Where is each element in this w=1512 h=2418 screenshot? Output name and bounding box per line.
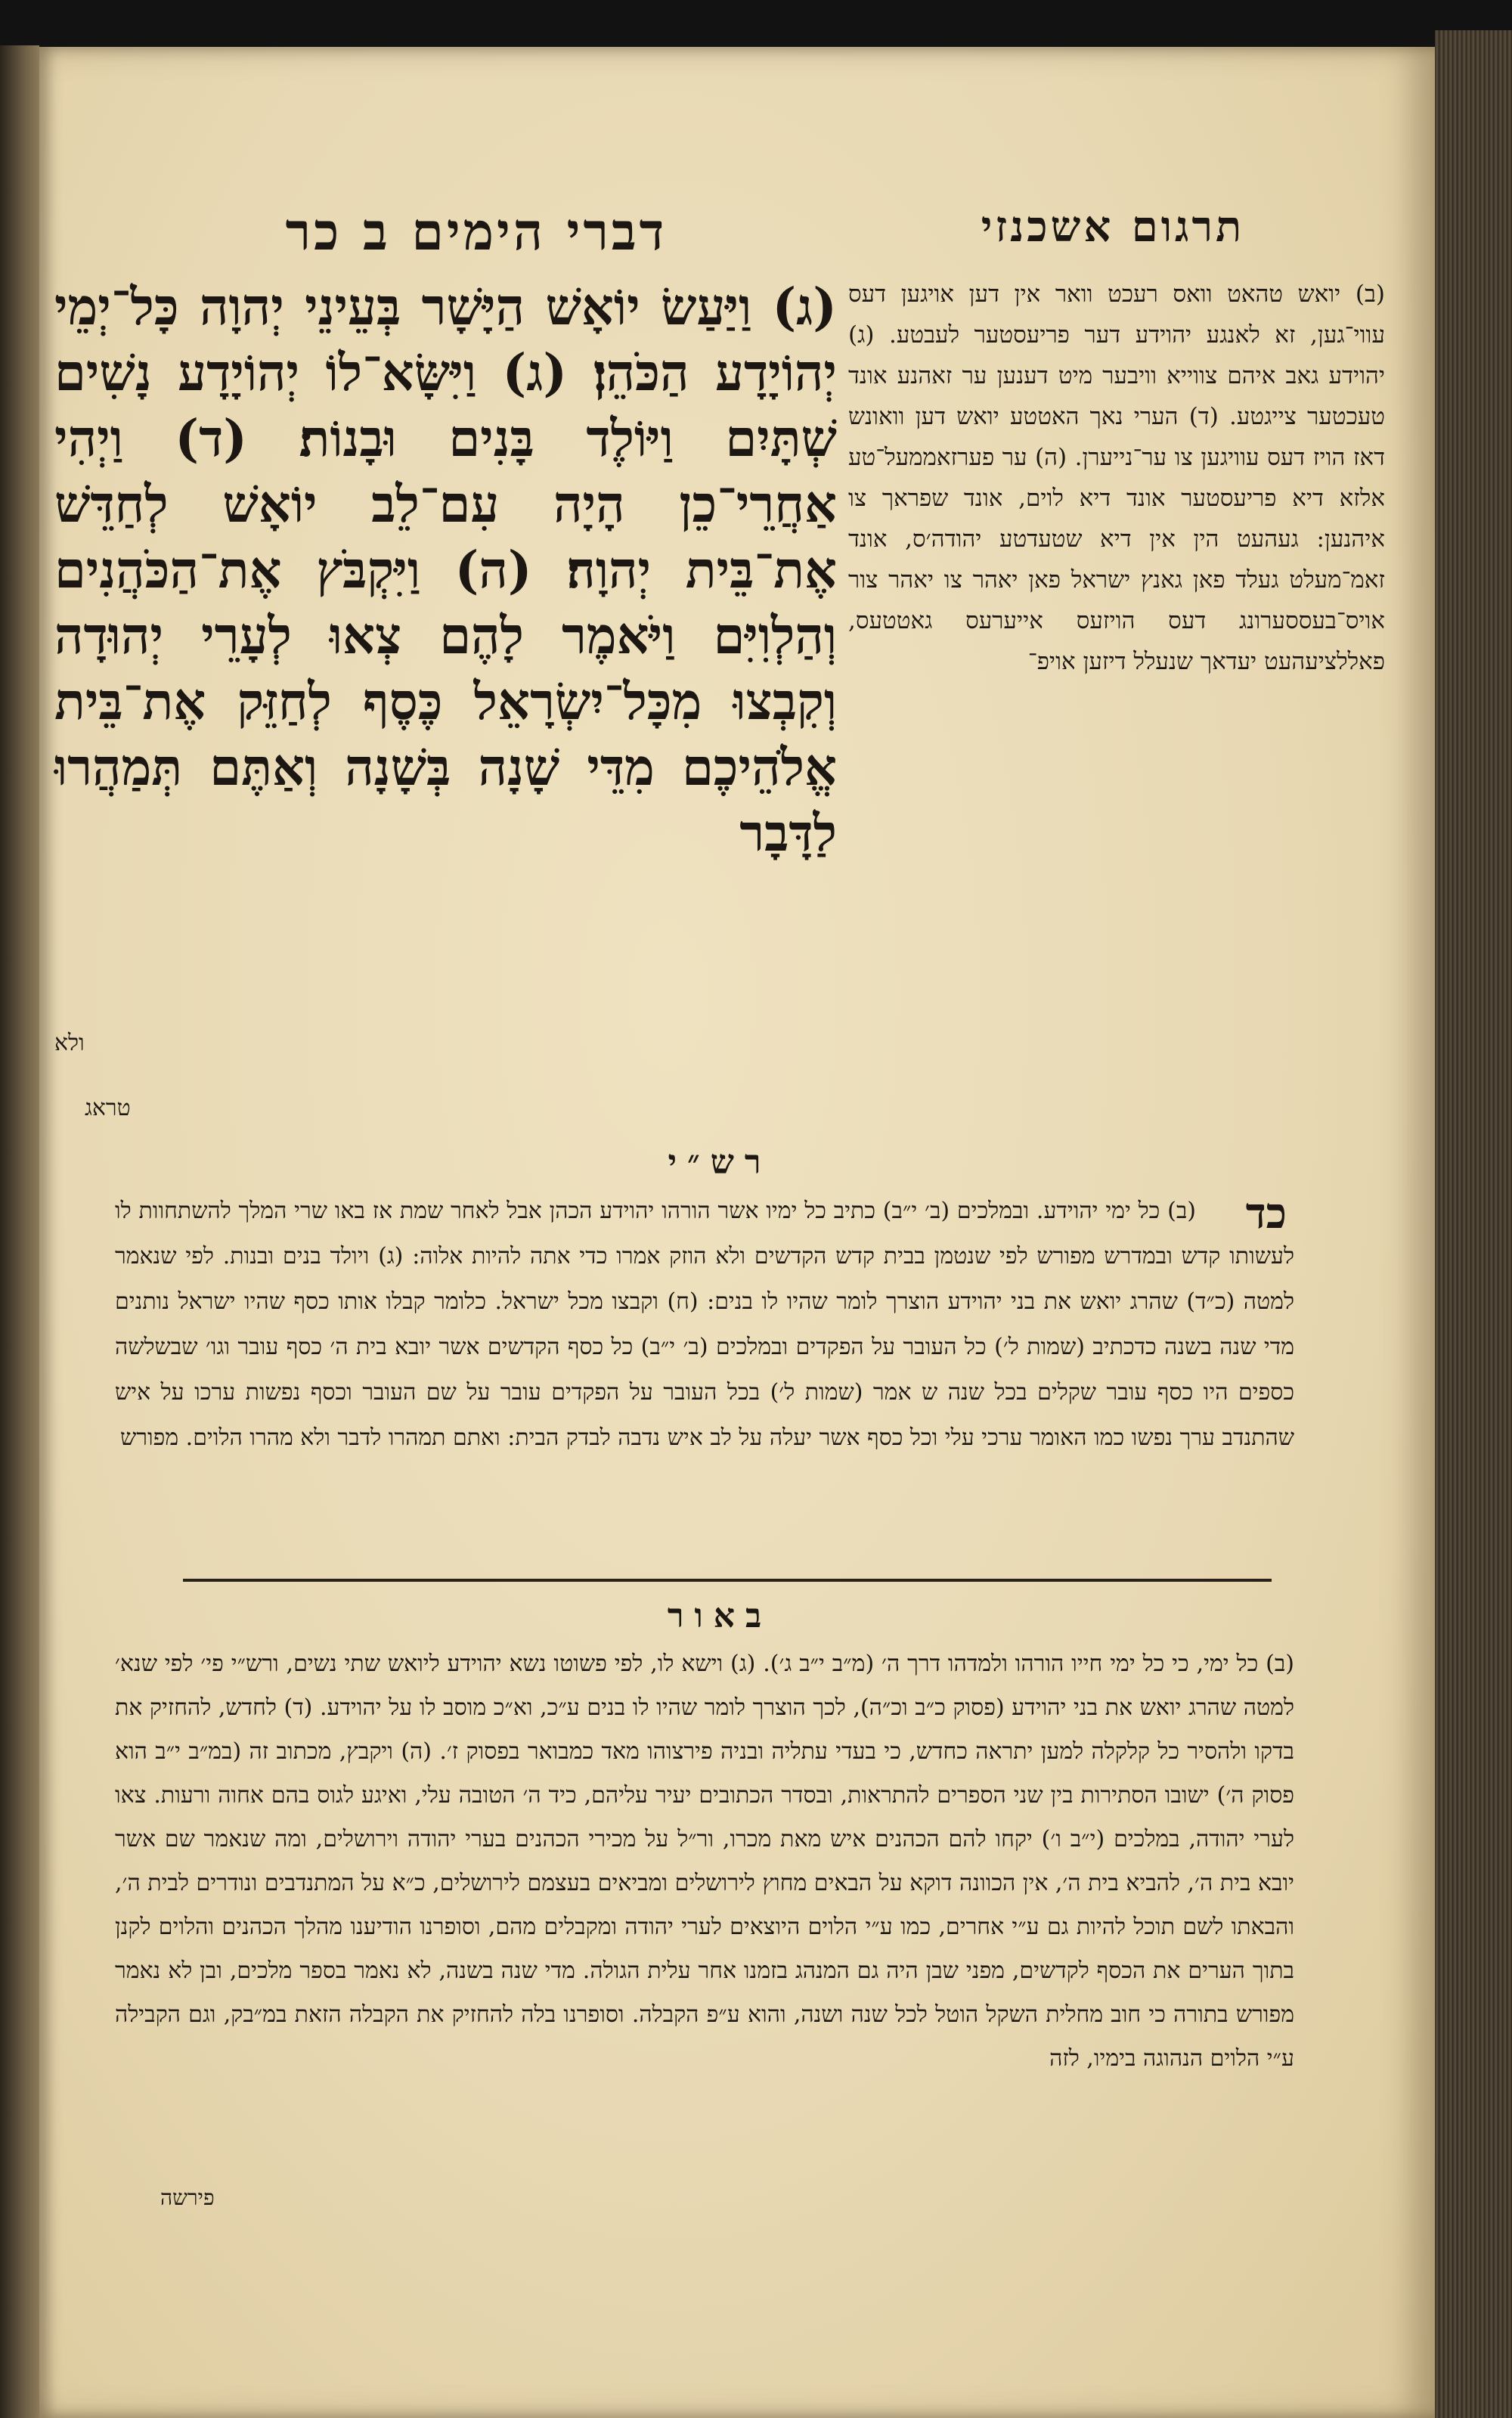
- main-catchword: ולא: [54, 1030, 85, 1056]
- translation-column: (ב) יואש טהאט וואס רעכט וואר אין דען אויגען דעס עווי־גען, זא לאנגע יהוידע דער פריעסטער לעבטע. (ג) יהוידע גאב איהם צווייא וויבער מיט דענען ער זאהנע אונד טעכטער צייגטע. (ד) הערי נאך האטטע יואש דען וואונש דאז הויז דעס עוויגען צו ער־נייערן. (ה) ער פערזאממעל־טע אלזא דיא פריעסטער אונד דיא לוים, אונד שפראך צו איהנען: געהעט הין אין דיא שטעדטע יהודה׳ס, אונד זאמ־מעלט געלד פאן גאנץ ישראל פאן יאהר צו יאהר צור אויס־בעססערונג דעס הויזעס אייערעס גאטטעס, פאללציעהעט יעדאך שנעלל דיזען אויפ־: [848, 281, 1385, 675]
- translation-catchword: טראג: [85, 1095, 131, 1121]
- biur-title: באור: [667, 1597, 773, 1635]
- rashi-title: רש״י: [668, 1143, 772, 1182]
- book-page: [39, 47, 1435, 2418]
- biur-commentary: (ב) כל ימי, כי כל ימי חייו הורהו ולמדהו דרך ה׳ (מ״ב י״ב ג׳). (ג) וישא לו, לפי פשוטו נשא יהוידע ליואש שתי נשים, ורש״י פי׳ לפי שנא׳ למטה שהרג יואש את בני יהוידע (פסוק כ״ב וכ״ה), לכך הוצרך לומר שהיו לו בנים ע״כ, וא״כ מוסב לו על יהוידע. (ד) לחדש, להחזיק את בדקו ולהסיר כל קלקלה למען יתראה כחדש, כי בעדי עתליה ובניה פירצוהו מאד כמבואר בפסוק ז׳. (ה) ויקבץ, מכתוב זה (במ״ב י״ב הוא פסוק ה׳) ישובו הסתירות בין שני הספרים להתראות, ובסדר הכתובים יעיר עליהם, כיד ה׳ הטובה עלי, ואיגע לגוס בהם אחוה ורעות. צאו לערי יהודה, במלכים (י״ב ו׳) יקחו להם הכהנים איש מאת מכרו, ור״ל על מכירי הכהנים בערי יהודה וירושלים, ומה שנאמר שם אשר יובא בית ה׳, להביא בית ה׳, אין הכוונה דוקא על הבאים מחוץ לירושלים ומביאים בעצמם לירושלים, כ״א על המתנדבים ונודרים לבית ה׳, והבאתו לשם תוכל להיות גם ע״י אחרים, כמו ע״י הלוים היוצאים לערי יהודה ומקבלים מהם, וסופרנו הודיענו מהלך הכהנים והלוים לקנן בתוך הערים את הכסף לקדשים, מפני שבן היה גם המנהג בזמנו אחר עלית הגולה. מדי שנה בשנה, לא נאמר בספר מלכים, ובן לא נאמר מפורש בתורה כי חוב מחלית השקל הוטל לכל שנה ושנה, והוא ע״פ הקבלה. וסופרנו בלה להחזיק את הקבלה הזאת במ״בק, וגם הקבילה ע״י הלוים הנהוגה בימיו, לזה: [115, 1651, 1294, 2072]
- rashi-commentary: (ב) כל ימי יהוידע. ובמלכים (ב׳ י״ב) כתיב כל ימיו אשר הורהו יהוידע הכהן אבל לאחר שמת אז באו שרי המלך להשתחוות לו לעשותו קדש ובמדרש מפורש לפי שנטמן בבית קדש הקדשים ולא הוזק אמרו כדי אתה להיות אלוה: (ג) ויולד בנים ובנות. לפי שנאמר למטה (כ״ד) שהרג יואש את בני יהוידע הוצרך לומר שהיו לו בנים: (ח) וקבצו מכל ישראל. כלומר קבלו אותו כסף שהיו ישראל נותנים מדי שנה בשנה כדכתיב (שמות ל׳) כל העובר על הפקדים ובמלכים (ב׳ י״ב) כל כסף הקדשים אשר יובא בית ה׳ כסף עובר וגו׳ שבשלשה כספים היו כסף עובר שקלים בכל שנה ש אמר (שמות ל׳) בכל העובר על הפקדים עובר על שם העובר וכסף נפשות ערכו על איש שהתנדב ערך נפשו כמו האומר ערכי עלי וכל כסף אשר יעלה על לב איש נדבה לבדק הבית: ואתם תמהרו לדבר ולא מהרו הלוים. מפורש: [115, 1198, 1294, 1451]
- running-head-left: דברי הימים ב כר: [285, 202, 668, 262]
- running-head-right: תרגום אשכנזי: [981, 202, 1245, 252]
- main-hebrew-text: (ג) וַיַּעַשׂ יוֹאָשׁ הַיָּשָׁר בְּעֵינֵי יְהוָה כָּל־יְמֵי יְהוֹיָדָע הַכֹּהֵן׃ (ג) וַיִּשָּׂא־לוֹ יְהוֹיָדָע נָשִׁים שְׁתָּיִם וַיּוֹלֶד בָּנִים וּבָנוֹת׃ (ד) וַיְהִי אַחֲרֵי־כֵן הָיָה עִם־לֵב יוֹאָשׁ לְחַדֵּשׁ אֶת־בֵּית יְהוָה׃ (ה) וַיִּקְבֹּץ אֶת־הַכֹּהֲנִים וְהַלְוִיִּם וַיֹּאמֶר לָהֶם צְאוּ לְעָרֵי יְהוּדָה וְקִבְצוּ מִכָּל־יִשְׂרָאֵל כֶּסֶף לְחַזֵּק אֶת־בֵּית אֱלֹהֵיכֶם מִדֵּי שָׁנָה בְּשָׁנָה וְאַתֶּם תְּמַהֲרוּ לַדָּבָר: [54, 277, 837, 863]
- biur-catchword: פירשה: [160, 2185, 215, 2210]
- rashi-chapter-letter: כד: [1245, 1189, 1287, 1238]
- section-divider: [183, 1579, 1272, 1582]
- previous-page-edge: [0, 45, 39, 2418]
- page-block-edge: [1435, 30, 1512, 2418]
